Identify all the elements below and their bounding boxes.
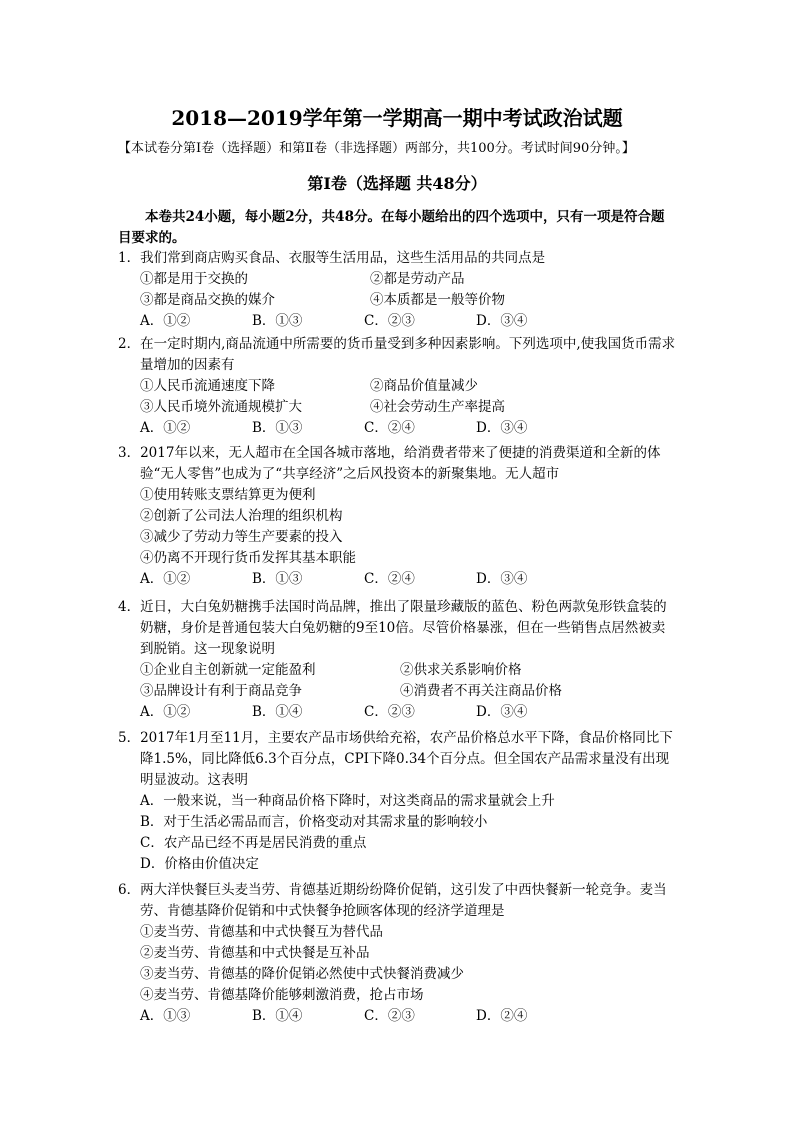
choice-a: A．①③ (140, 1008, 191, 1024)
statement-item: ④仍离不开现行货币发挥其基本职能 (140, 550, 356, 566)
statement-item: ①都是用于交换的 (140, 271, 248, 287)
choice-d: D．②④ (476, 1008, 528, 1024)
statement-item: ①企业自主创新就一定能盈利 (140, 662, 316, 678)
choice-a: A．①② (140, 420, 191, 436)
statement-item: ①使用转账支票结算更为便利 (140, 487, 316, 503)
section-heading: 第Ⅰ卷（选择题 共48分） (307, 174, 487, 193)
statement-item: ②供求关系影响价格 (400, 662, 522, 678)
choice-a: A．一般来说，当一种商品价格下降时，对这类商品的需求量就会上升 (140, 793, 555, 809)
choice-b: B．①④ (252, 1008, 303, 1024)
question-stem: 1．我们常到商店购买食品、衣服等生活用品，这些生活用品的共同点是 (118, 250, 546, 266)
choice-c: C．②③ (364, 313, 415, 329)
question-stem: 5．2017年1月至11月，主要农产品市场供给充裕，农产品价格总水平下降，食品价格同比下降1.5%，同比降低6.3个百分点，CPI下降0.34个百分点。但全国农产品需求量没有出现明显波动。这表明 (118, 730, 673, 788)
statement-item: ④消费者不再关注商品价格 (400, 683, 562, 699)
exam-note: 【本试卷分第Ⅰ卷（选择题）和第Ⅱ卷（非选择题）两部分，共100分。考试时间90分钟。】 (118, 141, 635, 156)
section-instruction: 本卷共24小题，每小题2分，共48分。在每小题给出的四个选项中，只有一项是符合题目要求的。 (118, 209, 665, 246)
statement-item: ③减少了劳动力等生产要素的投入 (140, 529, 343, 545)
choice-d: D．③④ (476, 420, 528, 436)
question-5 (118, 728, 678, 875)
choice-b: B．①③ (252, 571, 303, 587)
choice-c: C．②④ (364, 571, 415, 587)
choice-d: D．价格由价值决定 (140, 856, 259, 872)
choice-c: C．农产品已经不再是居民消费的重点 (140, 835, 367, 851)
choice-d: D．③④ (476, 313, 528, 329)
statement-item: ②创新了公司法人治理的组织机构 (140, 508, 343, 524)
statement-item: ①麦当劳、肯德基和中式快餐互为替代品 (140, 924, 383, 940)
statement-item: ③麦当劳、肯德基的降价促销必然使中式快餐消费减少 (140, 966, 464, 982)
statement-item: ①人民币流通速度下降 (140, 378, 275, 394)
question-stem: 6．两大洋快餐巨头麦当劳、肯德基近期纷纷降价促销，这引发了中西快餐新一轮竞争。麦当劳、肯德基降价促销和中式快餐争抢顾客体现的经济学道理是 (118, 882, 667, 919)
choice-b: B．①③ (252, 313, 303, 329)
choice-a: A．①② (140, 704, 191, 720)
page-title: 2018—2019学年第一学期高一期中考试政治试题 (171, 106, 623, 130)
choice-d: D．③④ (476, 571, 528, 587)
statement-item: ④社会劳动生产率提高 (370, 399, 505, 415)
statement-item: ④麦当劳、肯德基降价能够刺激消费，抢占市场 (140, 987, 424, 1003)
choice-a: A．①② (140, 571, 191, 587)
statement-item: ②都是劳动产品 (370, 271, 465, 287)
question-3 (118, 443, 678, 590)
choice-c: C．②④ (364, 420, 415, 436)
question-stem: 3．2017年以来，无人超市在全国各城市落地，给消费者带来了便捷的消费渠道和全新的体验“无人零售”也成为了“共享经济”之后风投资本的新聚集地。无人超市 (118, 445, 661, 482)
question-stem: 2．在一定时期内,商品流通中所需要的货币量受到多种因素影响。下列选项中,使我国货币需求量增加的因素有 (118, 336, 676, 373)
choice-d: D．③④ (476, 704, 528, 720)
question-1 (118, 248, 678, 332)
choice-c: C．②③ (364, 704, 415, 720)
statement-item: ④本质都是一般等价物 (370, 292, 505, 308)
question-stem: 4．近日，大白兔奶糖携手法国时尚品牌，推出了限量珍藏版的蓝色、粉色两款兔形铁盒装的奶糖，身价是普通包装大白兔奶糖的9至10倍。尽管价格暴涨，但在一些销售点居然被卖到脱销。这一现象说明 (118, 599, 667, 657)
choice-b: B．①④ (252, 704, 303, 720)
statement-item: ②麦当劳、肯德基和中式快餐是互补品 (140, 945, 370, 961)
choice-b: B．①③ (252, 420, 303, 436)
choice-b: B．对于生活必需品而言，价格变动对其需求量的影响较小 (140, 814, 488, 830)
choice-a: A．①② (140, 313, 191, 329)
choice-c: C．②③ (364, 1008, 415, 1024)
statement-item: ②商品价值量减少 (370, 378, 478, 394)
question-6 (118, 880, 678, 1027)
statement-item: ③都是商品交换的媒介 (140, 292, 275, 308)
statement-item: ③人民币境外流通规模扩大 (140, 399, 302, 415)
question-4 (118, 597, 678, 723)
statement-item: ③品牌设计有利于商品竞争 (140, 683, 302, 699)
question-2 (118, 334, 678, 439)
